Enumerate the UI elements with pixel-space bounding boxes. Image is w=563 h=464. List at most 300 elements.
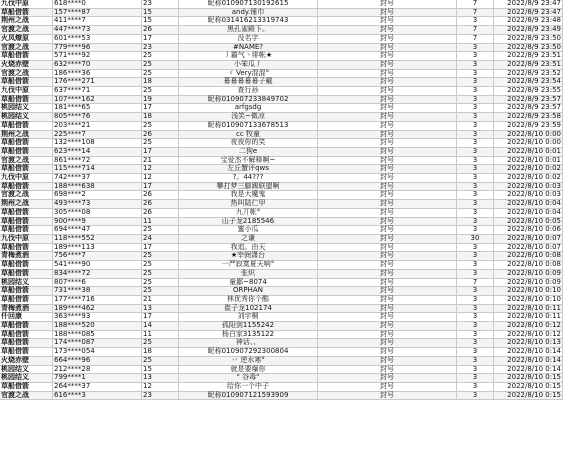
account-cell[interactable]: 601****53 (53, 34, 142, 43)
ban-days-cell[interactable]: 3 (457, 304, 494, 313)
nickname-cell[interactable]: 昵称010907130192615 (179, 0, 318, 8)
ban-days-cell[interactable]: 3 (457, 243, 494, 252)
timestamp-cell[interactable]: 2022/8/10 0:14 (494, 348, 563, 357)
account-cell[interactable]: 664****96 (53, 356, 142, 365)
nickname-cell[interactable]: 就是要爆你 (179, 365, 318, 374)
server-cell[interactable]: 草船借箭 (0, 52, 53, 61)
table-row[interactable] (0, 87, 563, 96)
ban-type-cell[interactable]: 封号 (318, 43, 457, 52)
ban-type-cell[interactable]: 封号 (318, 339, 457, 348)
server-cell[interactable]: 草船借箭 (0, 147, 53, 156)
ban-days-cell[interactable]: 3 (457, 87, 494, 96)
account-cell[interactable]: 305****08 (53, 208, 142, 217)
timestamp-cell[interactable]: 2022/8/10 0:04 (494, 208, 563, 217)
timestamp-cell[interactable]: 2022/8/9 23:57 (494, 95, 563, 104)
server-cell[interactable]: 草船借箭 (0, 322, 53, 331)
nickname-cell[interactable]: 热叫陆仁甲 (179, 200, 318, 209)
account-cell[interactable]: 176****271 (53, 78, 142, 87)
server-cell[interactable]: 草船借箭 (0, 269, 53, 278)
server-cell[interactable]: 草船借箭 (0, 295, 53, 304)
server-cell[interactable]: 官渡之战 (0, 191, 53, 200)
nickname-cell[interactable]: 二狗e (179, 147, 318, 156)
server-cell[interactable]: 青梅煮酒 (0, 252, 53, 261)
server-cell[interactable]: 桃园结义 (0, 113, 53, 122)
ban-days-cell[interactable]: 3 (457, 339, 494, 348)
nickname-cell[interactable]: arfgsdg (179, 104, 318, 113)
ban-days-cell[interactable]: 7 (457, 0, 494, 8)
ban-days-cell[interactable]: 3 (457, 130, 494, 139)
count-cell[interactable]: 25 (142, 87, 179, 96)
nickname-cell[interactable]: 神话、、 (179, 339, 318, 348)
count-cell[interactable]: 17 (142, 147, 179, 156)
server-cell[interactable]: 火凤燎原 (0, 34, 53, 43)
ban-type-cell[interactable]: 封号 (318, 278, 457, 287)
table-row[interactable] (0, 391, 563, 400)
count-cell[interactable]: 25 (142, 278, 179, 287)
ban-type-cell[interactable]: 封号 (318, 165, 457, 174)
nickname-cell[interactable]: #NAME? (179, 43, 318, 52)
nickname-cell[interactable]: " 谷毒" (179, 374, 318, 383)
table-row[interactable] (0, 356, 563, 365)
count-cell[interactable]: 11 (142, 330, 179, 339)
nickname-cell[interactable]: 童鄙~8074 (179, 278, 318, 287)
ban-days-cell[interactable]: 3 (457, 269, 494, 278)
ban-type-cell[interactable]: 封号 (318, 0, 457, 8)
account-cell[interactable]: 805****76 (53, 113, 142, 122)
count-cell[interactable]: 17 (142, 34, 179, 43)
server-cell[interactable]: 官渡之战 (0, 43, 53, 52)
account-cell[interactable]: 107****162 (53, 95, 142, 104)
timestamp-cell[interactable]: 2022/8/10 0:02 (494, 165, 563, 174)
count-cell[interactable]: 23 (142, 0, 179, 8)
ban-days-cell[interactable]: 3 (457, 78, 494, 87)
count-cell[interactable]: 18 (142, 348, 179, 357)
timestamp-cell[interactable]: 2022/8/10 0:06 (494, 226, 563, 235)
account-cell[interactable]: 118****552 (53, 234, 142, 243)
timestamp-cell[interactable]: 2022/8/10 0:04 (494, 200, 563, 209)
ban-days-cell[interactable]: 3 (457, 60, 494, 69)
ban-type-cell[interactable]: 封号 (318, 374, 457, 383)
ban-days-cell[interactable]: 3 (457, 226, 494, 235)
account-cell[interactable]: 181****65 (53, 104, 142, 113)
ban-type-cell[interactable]: 封号 (318, 330, 457, 339)
timestamp-cell[interactable]: 2022/8/10 0:07 (494, 234, 563, 243)
timestamp-cell[interactable]: 2022/8/10 0:08 (494, 252, 563, 261)
ban-type-cell[interactable]: 封号 (318, 78, 457, 87)
count-cell[interactable]: 18 (142, 113, 179, 122)
ban-type-cell[interactable]: 封号 (318, 348, 457, 357)
ban-type-cell[interactable]: 封号 (318, 234, 457, 243)
ban-days-cell[interactable]: 7 (457, 26, 494, 35)
ban-days-cell[interactable]: 3 (457, 191, 494, 200)
timestamp-cell[interactable]: 2022/8/10 0:11 (494, 304, 563, 313)
server-cell[interactable]: 草船借箭 (0, 165, 53, 174)
timestamp-cell[interactable]: 2022/8/10 0:12 (494, 322, 563, 331)
account-cell[interactable]: 115****714 (53, 165, 142, 174)
count-cell[interactable]: 25 (142, 339, 179, 348)
ban-type-cell[interactable]: 封号 (318, 121, 457, 130)
nickname-cell[interactable]: 黑孔雀殿下。 (179, 26, 318, 35)
nickname-cell[interactable]: 林优秀你个酷 (179, 295, 318, 304)
server-cell[interactable]: 荆州之战 (0, 200, 53, 209)
count-cell[interactable]: 26 (142, 26, 179, 35)
server-cell[interactable]: 草船借箭 (0, 8, 53, 17)
ban-type-cell[interactable]: 封号 (318, 391, 457, 400)
account-cell[interactable]: 157****87 (53, 8, 142, 17)
ban-type-cell[interactable]: 封号 (318, 365, 457, 374)
timestamp-cell[interactable]: 2022/8/9 23:54 (494, 78, 563, 87)
ban-type-cell[interactable]: 封号 (318, 104, 457, 113)
ban-days-cell[interactable]: 3 (457, 156, 494, 165)
ban-type-cell[interactable]: 封号 (318, 147, 457, 156)
count-cell[interactable]: 15 (142, 8, 179, 17)
nickname-cell[interactable]: 浅笑~微凉 (179, 113, 318, 122)
nickname-cell[interactable]: 左丘蟹评qws (179, 165, 318, 174)
timestamp-cell[interactable]: 2022/8/10 0:03 (494, 182, 563, 191)
nickname-cell[interactable]: andy.锤巾 (179, 8, 318, 17)
table-row[interactable] (0, 322, 563, 331)
count-cell[interactable]: 14 (142, 322, 179, 331)
timestamp-cell[interactable]: 2022/8/10 0:00 (494, 139, 563, 148)
account-cell[interactable]: 186****36 (53, 69, 142, 78)
nickname-cell[interactable]: 昵称010907121593909 (179, 391, 318, 400)
timestamp-cell[interactable]: 2022/8/10 0:14 (494, 356, 563, 365)
table-row[interactable] (0, 382, 563, 391)
table-row[interactable] (0, 174, 563, 183)
account-cell[interactable]: 132****108 (53, 139, 142, 148)
ban-type-cell[interactable]: 封号 (318, 182, 457, 191)
ban-days-cell[interactable]: 3 (457, 261, 494, 270)
ban-days-cell[interactable]: 3 (457, 52, 494, 61)
nickname-cell[interactable]: 昵称010907292300804 (179, 348, 318, 357)
ban-days-cell[interactable]: 3 (457, 348, 494, 357)
table-row[interactable] (0, 0, 563, 8)
count-cell[interactable]: 17 (142, 243, 179, 252)
timestamp-cell[interactable]: 2022/8/9 23:50 (494, 34, 563, 43)
count-cell[interactable]: 25 (142, 287, 179, 296)
ban-days-cell[interactable]: 3 (457, 391, 494, 400)
server-cell[interactable]: 草船借箭 (0, 348, 53, 357)
nickname-cell[interactable]: 杨白家3135122 (179, 330, 318, 339)
ban-type-cell[interactable]: 封号 (318, 156, 457, 165)
account-cell[interactable]: 637****71 (53, 87, 142, 96)
timestamp-cell[interactable]: 2022/8/9 23:58 (494, 113, 563, 122)
ban-days-cell[interactable]: 3 (457, 174, 494, 183)
account-cell[interactable]: 188****085 (53, 330, 142, 339)
account-cell[interactable]: 411****7 (53, 17, 142, 26)
count-cell[interactable]: 25 (142, 252, 179, 261)
timestamp-cell[interactable]: 2022/8/9 23:49 (494, 26, 563, 35)
nickname-cell[interactable]: 丿霸气丶绯帐★ (179, 52, 318, 61)
count-cell[interactable]: 25 (142, 60, 179, 69)
server-cell[interactable]: 九伐中原 (0, 87, 53, 96)
count-cell[interactable]: 25 (142, 356, 179, 365)
server-cell[interactable]: 草船借箭 (0, 121, 53, 130)
account-cell[interactable]: 571****92 (53, 52, 142, 61)
count-cell[interactable]: 12 (142, 165, 179, 174)
count-cell[interactable]: 21 (142, 156, 179, 165)
ban-type-cell[interactable]: 封号 (318, 26, 457, 35)
nickname-cell[interactable]: 九丌帐° (179, 208, 318, 217)
ban-type-cell[interactable]: 封号 (318, 95, 457, 104)
server-cell[interactable]: 草船借箭 (0, 139, 53, 148)
account-cell[interactable]: 742****37 (53, 174, 142, 183)
server-cell[interactable]: 官渡之战 (0, 26, 53, 35)
account-cell[interactable]: 188****638 (53, 182, 142, 191)
server-cell[interactable]: 仟回康 (0, 313, 53, 322)
ban-days-cell[interactable]: 3 (457, 182, 494, 191)
account-cell[interactable]: 188****520 (53, 322, 142, 331)
ban-type-cell[interactable]: 封号 (318, 322, 457, 331)
ban-type-cell[interactable]: 封号 (318, 60, 457, 69)
ban-days-cell[interactable]: 3 (457, 121, 494, 130)
ban-days-cell[interactable]: 7 (457, 278, 494, 287)
nickname-cell[interactable]: cc 牧童 (179, 130, 318, 139)
server-cell[interactable]: 草船借箭 (0, 287, 53, 296)
ban-days-cell[interactable]: 3 (457, 295, 494, 304)
table-row[interactable] (0, 34, 563, 43)
timestamp-cell[interactable]: 2022/8/10 0:11 (494, 313, 563, 322)
count-cell[interactable]: 25 (142, 269, 179, 278)
table-row[interactable] (0, 121, 563, 130)
nickname-cell[interactable]: 幕幕幕幕幕子戴 (179, 78, 318, 87)
nickname-cell[interactable]: 张炽 (179, 269, 318, 278)
nickname-cell[interactable]: ?。44??? (179, 174, 318, 183)
timestamp-cell[interactable]: 2022/8/9 23:47 (494, 0, 563, 8)
count-cell[interactable]: 11 (142, 217, 179, 226)
count-cell[interactable]: 24 (142, 234, 179, 243)
server-cell[interactable]: 草船借箭 (0, 182, 53, 191)
account-cell[interactable]: 189****113 (53, 243, 142, 252)
nickname-cell[interactable]: 昵称031416213319743 (179, 17, 318, 26)
account-cell[interactable]: 173****054 (53, 348, 142, 357)
timestamp-cell[interactable]: 2022/8/10 0:02 (494, 174, 563, 183)
count-cell[interactable]: 25 (142, 139, 179, 148)
account-cell[interactable]: 779****96 (53, 43, 142, 52)
account-cell[interactable]: 799****1 (53, 374, 142, 383)
ban-type-cell[interactable]: 封号 (318, 295, 457, 304)
ban-days-cell[interactable]: 3 (457, 43, 494, 52)
nickname-cell[interactable]: 攀打梦三脚踢联盟啊 (179, 182, 318, 191)
count-cell[interactable]: 25 (142, 121, 179, 130)
timestamp-cell[interactable]: 2022/8/10 0:03 (494, 191, 563, 200)
ban-type-cell[interactable]: 封号 (318, 52, 457, 61)
nickname-cell[interactable]: ORPHAN (179, 287, 318, 296)
ban-days-cell[interactable]: 7 (457, 34, 494, 43)
timestamp-cell[interactable]: 2022/8/10 0:09 (494, 278, 563, 287)
timestamp-cell[interactable]: 2022/8/10 0:15 (494, 382, 563, 391)
ban-type-cell[interactable]: 封号 (318, 34, 457, 43)
timestamp-cell[interactable]: 2022/8/10 0:15 (494, 374, 563, 383)
server-cell[interactable]: 草船借箭 (0, 339, 53, 348)
account-cell[interactable]: 363****93 (53, 313, 142, 322)
nickname-cell[interactable]: 之谦 (179, 234, 318, 243)
count-cell[interactable]: 25 (142, 226, 179, 235)
ban-days-cell[interactable]: 7 (457, 8, 494, 17)
nickname-cell[interactable]: 我是大魔鬼 (179, 191, 318, 200)
count-cell[interactable]: 17 (142, 104, 179, 113)
table-row[interactable] (0, 269, 563, 278)
count-cell[interactable]: 15 (142, 17, 179, 26)
table-row[interactable] (0, 295, 563, 304)
ban-type-cell[interactable]: 封号 (318, 287, 457, 296)
server-cell[interactable]: 火烧赤壁 (0, 60, 53, 69)
server-cell[interactable]: 草船借箭 (0, 226, 53, 235)
ban-days-cell[interactable]: 3 (457, 382, 494, 391)
ban-type-cell[interactable]: 封号 (318, 304, 457, 313)
timestamp-cell[interactable]: 2022/8/9 23:48 (494, 17, 563, 26)
ban-type-cell[interactable]: 封号 (318, 191, 457, 200)
account-cell[interactable]: 731****38 (53, 287, 142, 296)
nickname-cell[interactable]: 我追。由天 (179, 243, 318, 252)
ban-type-cell[interactable]: 封号 (318, 217, 457, 226)
count-cell[interactable]: 12 (142, 174, 179, 183)
server-cell[interactable]: 官渡之战 (0, 69, 53, 78)
ban-type-cell[interactable]: 封号 (318, 252, 457, 261)
ban-days-cell[interactable]: 3 (457, 322, 494, 331)
ban-type-cell[interactable]: 封号 (318, 69, 457, 78)
timestamp-cell[interactable]: 2022/8/10 0:10 (494, 287, 563, 296)
count-cell[interactable]: 26 (142, 191, 179, 200)
ban-type-cell[interactable]: 封号 (318, 113, 457, 122)
nickname-cell[interactable]: 崔子龙102174 (179, 304, 318, 313)
table-row[interactable] (0, 147, 563, 156)
account-cell[interactable]: 177****716 (53, 295, 142, 304)
ban-type-cell[interactable]: 封号 (318, 269, 457, 278)
nickname-cell[interactable]: 昵称010907133678513 (179, 121, 318, 130)
table-row[interactable] (0, 60, 563, 69)
account-cell[interactable]: 623****14 (53, 147, 142, 156)
timestamp-cell[interactable]: 2022/8/10 0:15 (494, 391, 563, 400)
ban-days-cell[interactable]: 3 (457, 374, 494, 383)
ban-days-cell[interactable]: 3 (457, 17, 494, 26)
account-cell[interactable]: 189****462 (53, 304, 142, 313)
nickname-cell[interactable]: 宝爱杰不解释啊~ (179, 156, 318, 165)
ban-days-cell[interactable]: 3 (457, 330, 494, 339)
account-cell[interactable]: 834****72 (53, 269, 142, 278)
server-cell[interactable]: 草船借箭 (0, 208, 53, 217)
count-cell[interactable]: 26 (142, 208, 179, 217)
ban-days-cell[interactable]: 3 (457, 313, 494, 322)
server-cell[interactable]: 荆州之战 (0, 17, 53, 26)
timestamp-cell[interactable]: 2022/8/10 0:14 (494, 365, 563, 374)
count-cell[interactable]: 23 (142, 43, 179, 52)
account-cell[interactable]: 616****3 (53, 391, 142, 400)
count-cell[interactable]: 18 (142, 78, 179, 87)
timestamp-cell[interactable]: 2022/8/10 0:13 (494, 339, 563, 348)
timestamp-cell[interactable]: 2022/8/10 0:10 (494, 295, 563, 304)
account-cell[interactable]: 900****9 (53, 217, 142, 226)
ban-type-cell[interactable]: 封号 (318, 200, 457, 209)
ban-type-cell[interactable]: 封号 (318, 356, 457, 365)
count-cell[interactable]: 23 (142, 391, 179, 400)
nickname-cell[interactable]: 丷 逆水寒° (179, 356, 318, 365)
account-cell[interactable]: 861****72 (53, 156, 142, 165)
ban-type-cell[interactable]: 封号 (318, 8, 457, 17)
timestamp-cell[interactable]: 2022/8/10 0:12 (494, 330, 563, 339)
ban-type-cell[interactable]: 封号 (318, 208, 457, 217)
ban-days-cell[interactable]: 30 (457, 234, 494, 243)
timestamp-cell[interactable]: 2022/8/10 0:05 (494, 217, 563, 226)
timestamp-cell[interactable]: 2022/8/10 0:01 (494, 147, 563, 156)
ban-type-cell[interactable]: 封号 (318, 313, 457, 322)
ban-days-cell[interactable]: 3 (457, 356, 494, 365)
nickname-cell[interactable]: ★宰弼潇台 (179, 252, 318, 261)
server-cell[interactable]: 草船借箭 (0, 95, 53, 104)
timestamp-cell[interactable]: 2022/8/10 0:09 (494, 269, 563, 278)
ban-type-cell[interactable]: 封号 (318, 226, 457, 235)
nickname-cell[interactable]: 小笨瓜丿 (179, 60, 318, 69)
timestamp-cell[interactable]: 2022/8/9 23:47 (494, 8, 563, 17)
ban-days-cell[interactable]: 3 (457, 147, 494, 156)
ban-days-cell[interactable]: 3 (457, 252, 494, 261)
count-cell[interactable]: 26 (142, 130, 179, 139)
timestamp-cell[interactable]: 2022/8/9 23:59 (494, 121, 563, 130)
timestamp-cell[interactable]: 2022/8/9 23:55 (494, 87, 563, 96)
server-cell[interactable]: 桃园结义 (0, 365, 53, 374)
ban-days-cell[interactable]: 3 (457, 95, 494, 104)
ban-days-cell[interactable]: 3 (457, 208, 494, 217)
ban-days-cell[interactable]: 3 (457, 113, 494, 122)
ban-days-cell[interactable]: 3 (457, 104, 494, 113)
ban-type-cell[interactable]: 封号 (318, 87, 457, 96)
server-cell[interactable]: 草船借箭 (0, 217, 53, 226)
account-cell[interactable]: 756****7 (53, 252, 142, 261)
account-cell[interactable]: 493****73 (53, 200, 142, 209)
account-cell[interactable]: 264****37 (53, 382, 142, 391)
server-cell[interactable]: 火烧赤壁 (0, 356, 53, 365)
nickname-cell[interactable]: ヾ Very混混° (179, 69, 318, 78)
account-cell[interactable]: 807****6 (53, 278, 142, 287)
timestamp-cell[interactable]: 2022/8/10 0:00 (494, 130, 563, 139)
count-cell[interactable]: 21 (142, 295, 179, 304)
count-cell[interactable]: 13 (142, 374, 179, 383)
server-cell[interactable]: 官渡之战 (0, 391, 53, 400)
server-cell[interactable]: 官渡之战 (0, 156, 53, 165)
ban-days-cell[interactable]: 3 (457, 139, 494, 148)
nickname-cell[interactable]: 昵称010907233849702 (179, 95, 318, 104)
server-cell[interactable]: 九伐中原 (0, 174, 53, 183)
table-row[interactable] (0, 234, 563, 243)
count-cell[interactable]: 17 (142, 182, 179, 191)
ban-days-cell[interactable]: 3 (457, 217, 494, 226)
nickname-cell[interactable]: 一严寂寞夏天响° (179, 261, 318, 270)
ban-type-cell[interactable]: 封号 (318, 243, 457, 252)
table-row[interactable] (0, 26, 563, 35)
ban-days-cell[interactable]: 3 (457, 69, 494, 78)
server-cell[interactable]: 草船借箭 (0, 330, 53, 339)
timestamp-cell[interactable]: 2022/8/9 23:50 (494, 43, 563, 52)
account-cell[interactable]: 203****21 (53, 121, 142, 130)
ban-days-cell[interactable]: 3 (457, 200, 494, 209)
server-cell[interactable]: 九伐中原 (0, 234, 53, 243)
nickname-cell[interactable]: 孤阳剑1155242 (179, 322, 318, 331)
nickname-cell[interactable]: 没名字 (179, 34, 318, 43)
count-cell[interactable]: 26 (142, 200, 179, 209)
server-cell[interactable]: 草船借箭 (0, 261, 53, 270)
nickname-cell[interactable]: 蜜小瓜 (179, 226, 318, 235)
server-cell[interactable]: 荆州之战 (0, 130, 53, 139)
ban-days-cell[interactable]: 3 (457, 165, 494, 174)
timestamp-cell[interactable]: 2022/8/9 23:57 (494, 104, 563, 113)
nickname-cell[interactable]: 刘宇桐 (179, 313, 318, 322)
ban-days-cell[interactable]: 3 (457, 365, 494, 374)
count-cell[interactable]: 15 (142, 365, 179, 374)
account-cell[interactable]: 212****28 (53, 365, 142, 374)
timestamp-cell[interactable]: 2022/8/9 23:51 (494, 52, 563, 61)
count-cell[interactable]: 12 (142, 382, 179, 391)
ban-type-cell[interactable]: 封号 (318, 261, 457, 270)
